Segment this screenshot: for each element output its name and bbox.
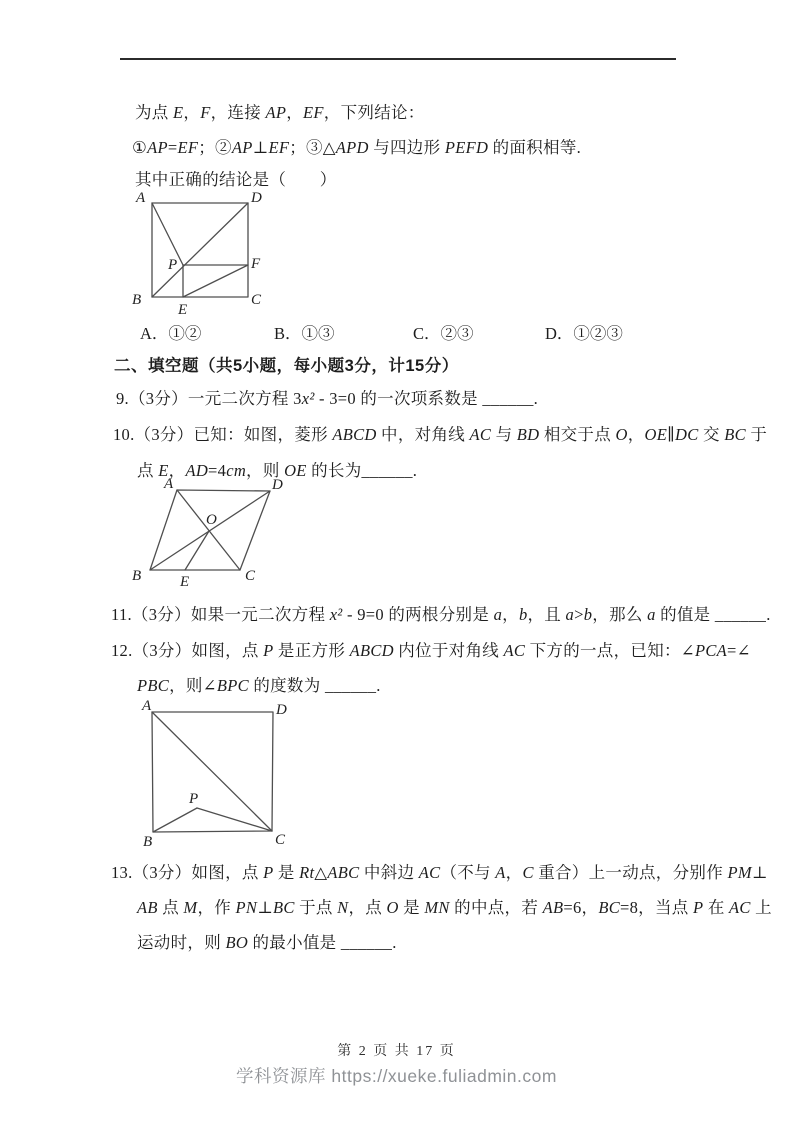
q12-line2: PBC，则∠BPC 的度数为 ______. xyxy=(137,676,381,695)
vertex-label-c: C xyxy=(275,832,286,848)
q13-line3: 运动时，则 BO 的最小值是 ______. xyxy=(137,933,397,952)
vertex-label-p: P xyxy=(189,791,199,807)
header-divider xyxy=(120,58,676,60)
vertex-label-c: C xyxy=(251,292,262,308)
q8-figure-square xyxy=(124,188,276,318)
q8-option-c: C．②③ xyxy=(413,324,474,343)
vertex-label-a: A xyxy=(164,476,174,492)
vertex-label-a: A xyxy=(136,190,146,206)
vertex-label-e: E xyxy=(180,574,190,590)
q8-prompt-line: 其中正确的结论是（ ） xyxy=(135,170,337,189)
q13-line1: 13.（3分）如图，点 P 是 Rt△ABC 中斜边 AC（不与 A，C 重合）上一动点，分别作 PM⊥ xyxy=(111,863,768,882)
page-number: 第 2 页 共 17 页 xyxy=(337,1044,456,1059)
q10-line2: 点 E，AD=4cm，则 OE 的长为______. xyxy=(137,461,418,480)
vertex-label-d: D xyxy=(251,190,262,206)
q12-figure-square xyxy=(133,696,298,848)
vertex-label-d: D xyxy=(272,477,283,493)
q11-line: 11.（3分）如果一元二次方程 x² - 9=0 的两根分别是 a，b，且 a>b，那么 a 的值是 ______. xyxy=(111,605,771,624)
vertex-label-o: O xyxy=(206,512,217,528)
q9-line: 9.（3分）一元二次方程 3x² - 3=0 的一次项系数是 ______. xyxy=(116,389,539,408)
q10-line1: 10.（3分）已知：如图，菱形 ABCD 中，对角线 AC 与 BD 相交于点 O，OE∥DC 交 BC 于 xyxy=(113,425,768,444)
vertex-label-b: B xyxy=(132,568,142,584)
site-watermark: 学科资源库 https://xueke.fuliadmin.com xyxy=(236,1066,557,1086)
q8-conclusions-line: ①AP=EF；②AP⊥EF；③△APD 与四边形 PEFD 的面积相等. xyxy=(132,138,582,157)
section2-header: 二、填空题（共5小题，每小题3分，计15分） xyxy=(114,357,459,375)
q8-intro-line: 为点 E，F，连接 AP，EF，下列结论： xyxy=(135,103,425,122)
vertex-label-f: F xyxy=(251,256,261,272)
vertex-label-d: D xyxy=(276,702,287,718)
q8-option-a: A．①② xyxy=(140,324,202,343)
q12-line1: 12.（3分）如图，点 P 是正方形 ABCD 内位于对角线 AC 下方的一点，已知：∠PCA=∠ xyxy=(111,641,751,660)
q13-line2: AB 点 M，作 PN⊥BC 于点 N，点 O 是 MN 的中点，若 AB=6，BC=8，当点 P 在 AC 上 xyxy=(137,898,772,917)
q10-figure-rhombus xyxy=(126,474,301,592)
q8-option-b: B．①③ xyxy=(274,324,335,343)
vertex-label-a: A xyxy=(142,698,152,714)
vertex-label-p: P xyxy=(168,257,178,273)
vertex-label-c: C xyxy=(245,568,256,584)
q8-option-d: D．①②③ xyxy=(545,324,623,343)
vertex-label-b: B xyxy=(132,292,142,308)
vertex-label-e: E xyxy=(178,302,188,318)
vertex-label-b: B xyxy=(143,834,153,848)
